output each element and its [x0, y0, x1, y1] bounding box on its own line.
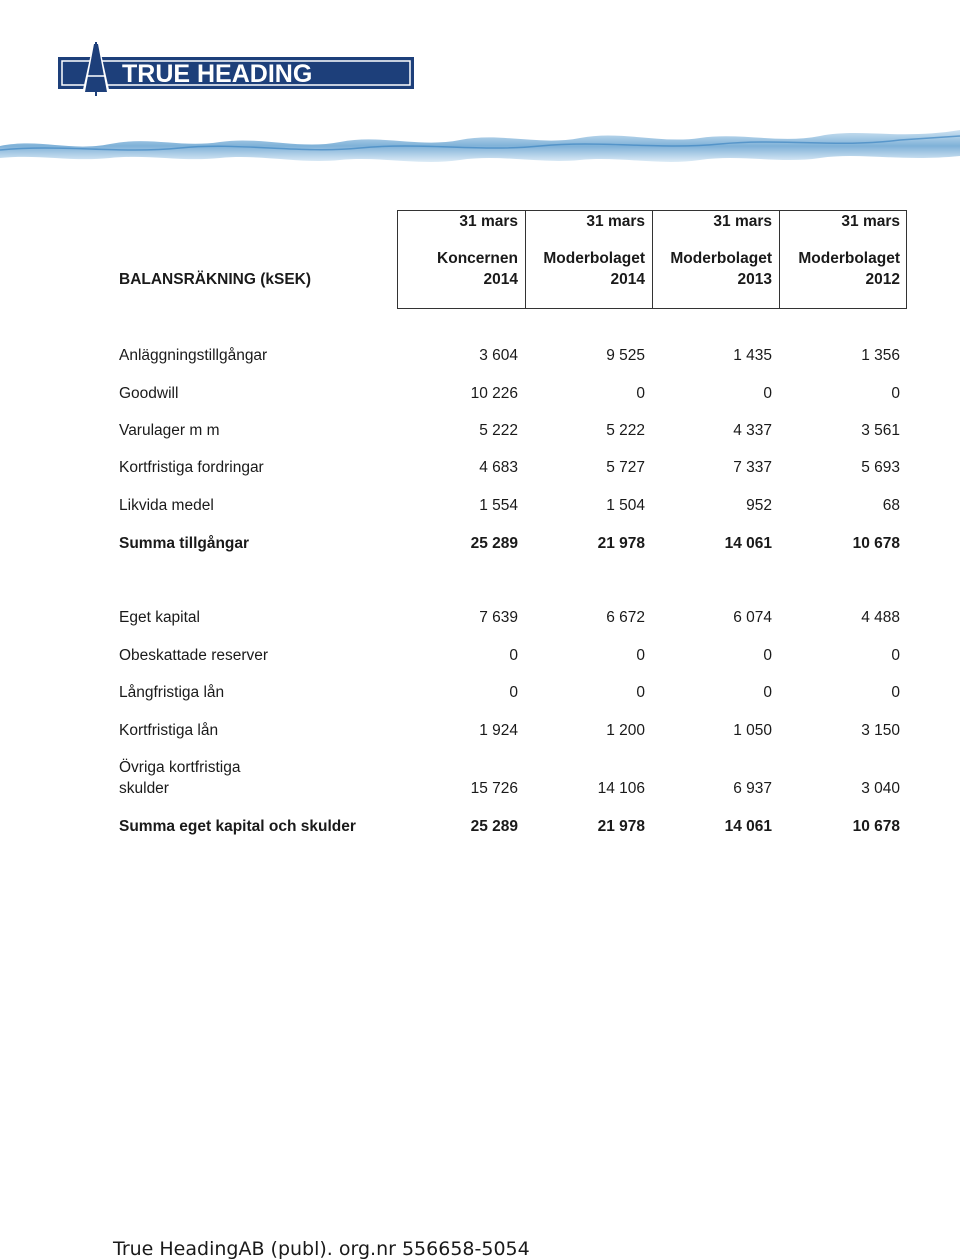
col3-entity: Moderbolaget — [670, 250, 772, 267]
col1-year: 2014 — [483, 271, 518, 288]
row-value: 3 040 — [861, 780, 900, 797]
row-value: 68 — [882, 497, 900, 514]
row-label: Kortfristiga fordringar — [119, 459, 264, 476]
true-heading-logo — [54, 38, 418, 98]
row-value: 5 222 — [606, 422, 645, 439]
col4-year: 2012 — [865, 271, 900, 288]
row-value: 952 — [746, 497, 772, 514]
row-label: Eget kapital — [119, 609, 200, 626]
col1-date: 31 mars — [459, 213, 518, 230]
table-title: BALANSRÄKNING (kSEK) — [119, 271, 312, 288]
col3-date: 31 mars — [713, 213, 772, 230]
column-divider — [779, 211, 780, 308]
row-value: 0 — [636, 385, 645, 402]
total-value: 14 061 — [724, 535, 772, 552]
total-value: 10 678 — [852, 818, 900, 835]
row-value: 7 639 — [479, 609, 518, 626]
row-value: 0 — [891, 647, 900, 664]
col2-year: 2014 — [610, 271, 645, 288]
row-label: Goodwill — [119, 385, 179, 402]
row-value: 5 693 — [861, 459, 900, 476]
column-divider — [525, 211, 526, 308]
row-value: 0 — [509, 647, 518, 664]
total-value: 14 061 — [724, 818, 772, 835]
row-value: 3 150 — [861, 722, 900, 739]
row-label: Anläggningstillgångar — [119, 347, 268, 364]
row-label: Varulager m m — [119, 422, 220, 439]
row-label: Kortfristiga lån — [119, 722, 219, 739]
col1-entity: Koncernen — [437, 250, 518, 267]
row-label: Obeskattade reserver — [119, 647, 269, 664]
col4-entity: Moderbolaget — [798, 250, 900, 267]
col3-year: 2013 — [737, 271, 772, 288]
row-value: 7 337 — [733, 459, 772, 476]
row-value: 0 — [763, 647, 772, 664]
row-value: 3 604 — [479, 347, 518, 364]
row-value: 6 074 — [733, 609, 772, 626]
row-value: 1 435 — [733, 347, 772, 364]
row-label-line1: Övriga kortfristiga — [119, 759, 241, 776]
row-label: Likvida medel — [119, 497, 214, 514]
row-value: 0 — [636, 684, 645, 701]
row-value: 14 106 — [597, 780, 645, 797]
total-value: 25 289 — [470, 818, 518, 835]
total-value: 10 678 — [852, 535, 900, 552]
row-value: 1 356 — [861, 347, 900, 364]
row-value: 1 554 — [479, 497, 518, 514]
row-value: 4 337 — [733, 422, 772, 439]
row-value: 4 488 — [861, 609, 900, 626]
row-value: 0 — [891, 385, 900, 402]
total-value: 21 978 — [597, 818, 645, 835]
row-value: 0 — [891, 684, 900, 701]
row-value: 5 222 — [479, 422, 518, 439]
total-equity-liabilities-label: Summa eget kapital och skulder — [119, 818, 356, 835]
row-value: 1 924 — [479, 722, 518, 739]
water-wave-banner — [0, 118, 960, 168]
row-value: 1 200 — [606, 722, 645, 739]
row-value: 6 672 — [606, 609, 645, 626]
row-value: 0 — [509, 684, 518, 701]
row-value: 0 — [763, 684, 772, 701]
row-value: 3 561 — [861, 422, 900, 439]
footer-company-info: True HeadingAB (publ). org.nr 556658-5054 — [113, 1238, 530, 1260]
column-divider — [652, 211, 653, 308]
total-assets-label: Summa tillgångar — [119, 535, 250, 552]
total-value: 21 978 — [597, 535, 645, 552]
row-value: 5 727 — [606, 459, 645, 476]
row-value: 0 — [636, 647, 645, 664]
row-value: 1 504 — [606, 497, 645, 514]
row-label-line2: skulder — [119, 780, 169, 797]
row-value: 10 226 — [470, 385, 518, 402]
row-value: 1 050 — [733, 722, 772, 739]
row-value: 9 525 — [606, 347, 645, 364]
col2-entity: Moderbolaget — [543, 250, 645, 267]
row-value: 0 — [763, 385, 772, 402]
row-label: Långfristiga lån — [119, 684, 225, 701]
row-value: 4 683 — [479, 459, 518, 476]
total-value: 25 289 — [470, 535, 518, 552]
col2-date: 31 mars — [586, 213, 645, 230]
col4-date: 31 mars — [841, 213, 900, 230]
row-value: 6 937 — [733, 780, 772, 797]
row-value: 15 726 — [470, 780, 518, 797]
svg-text:TRUE HEADING: TRUE HEADING — [122, 60, 313, 88]
